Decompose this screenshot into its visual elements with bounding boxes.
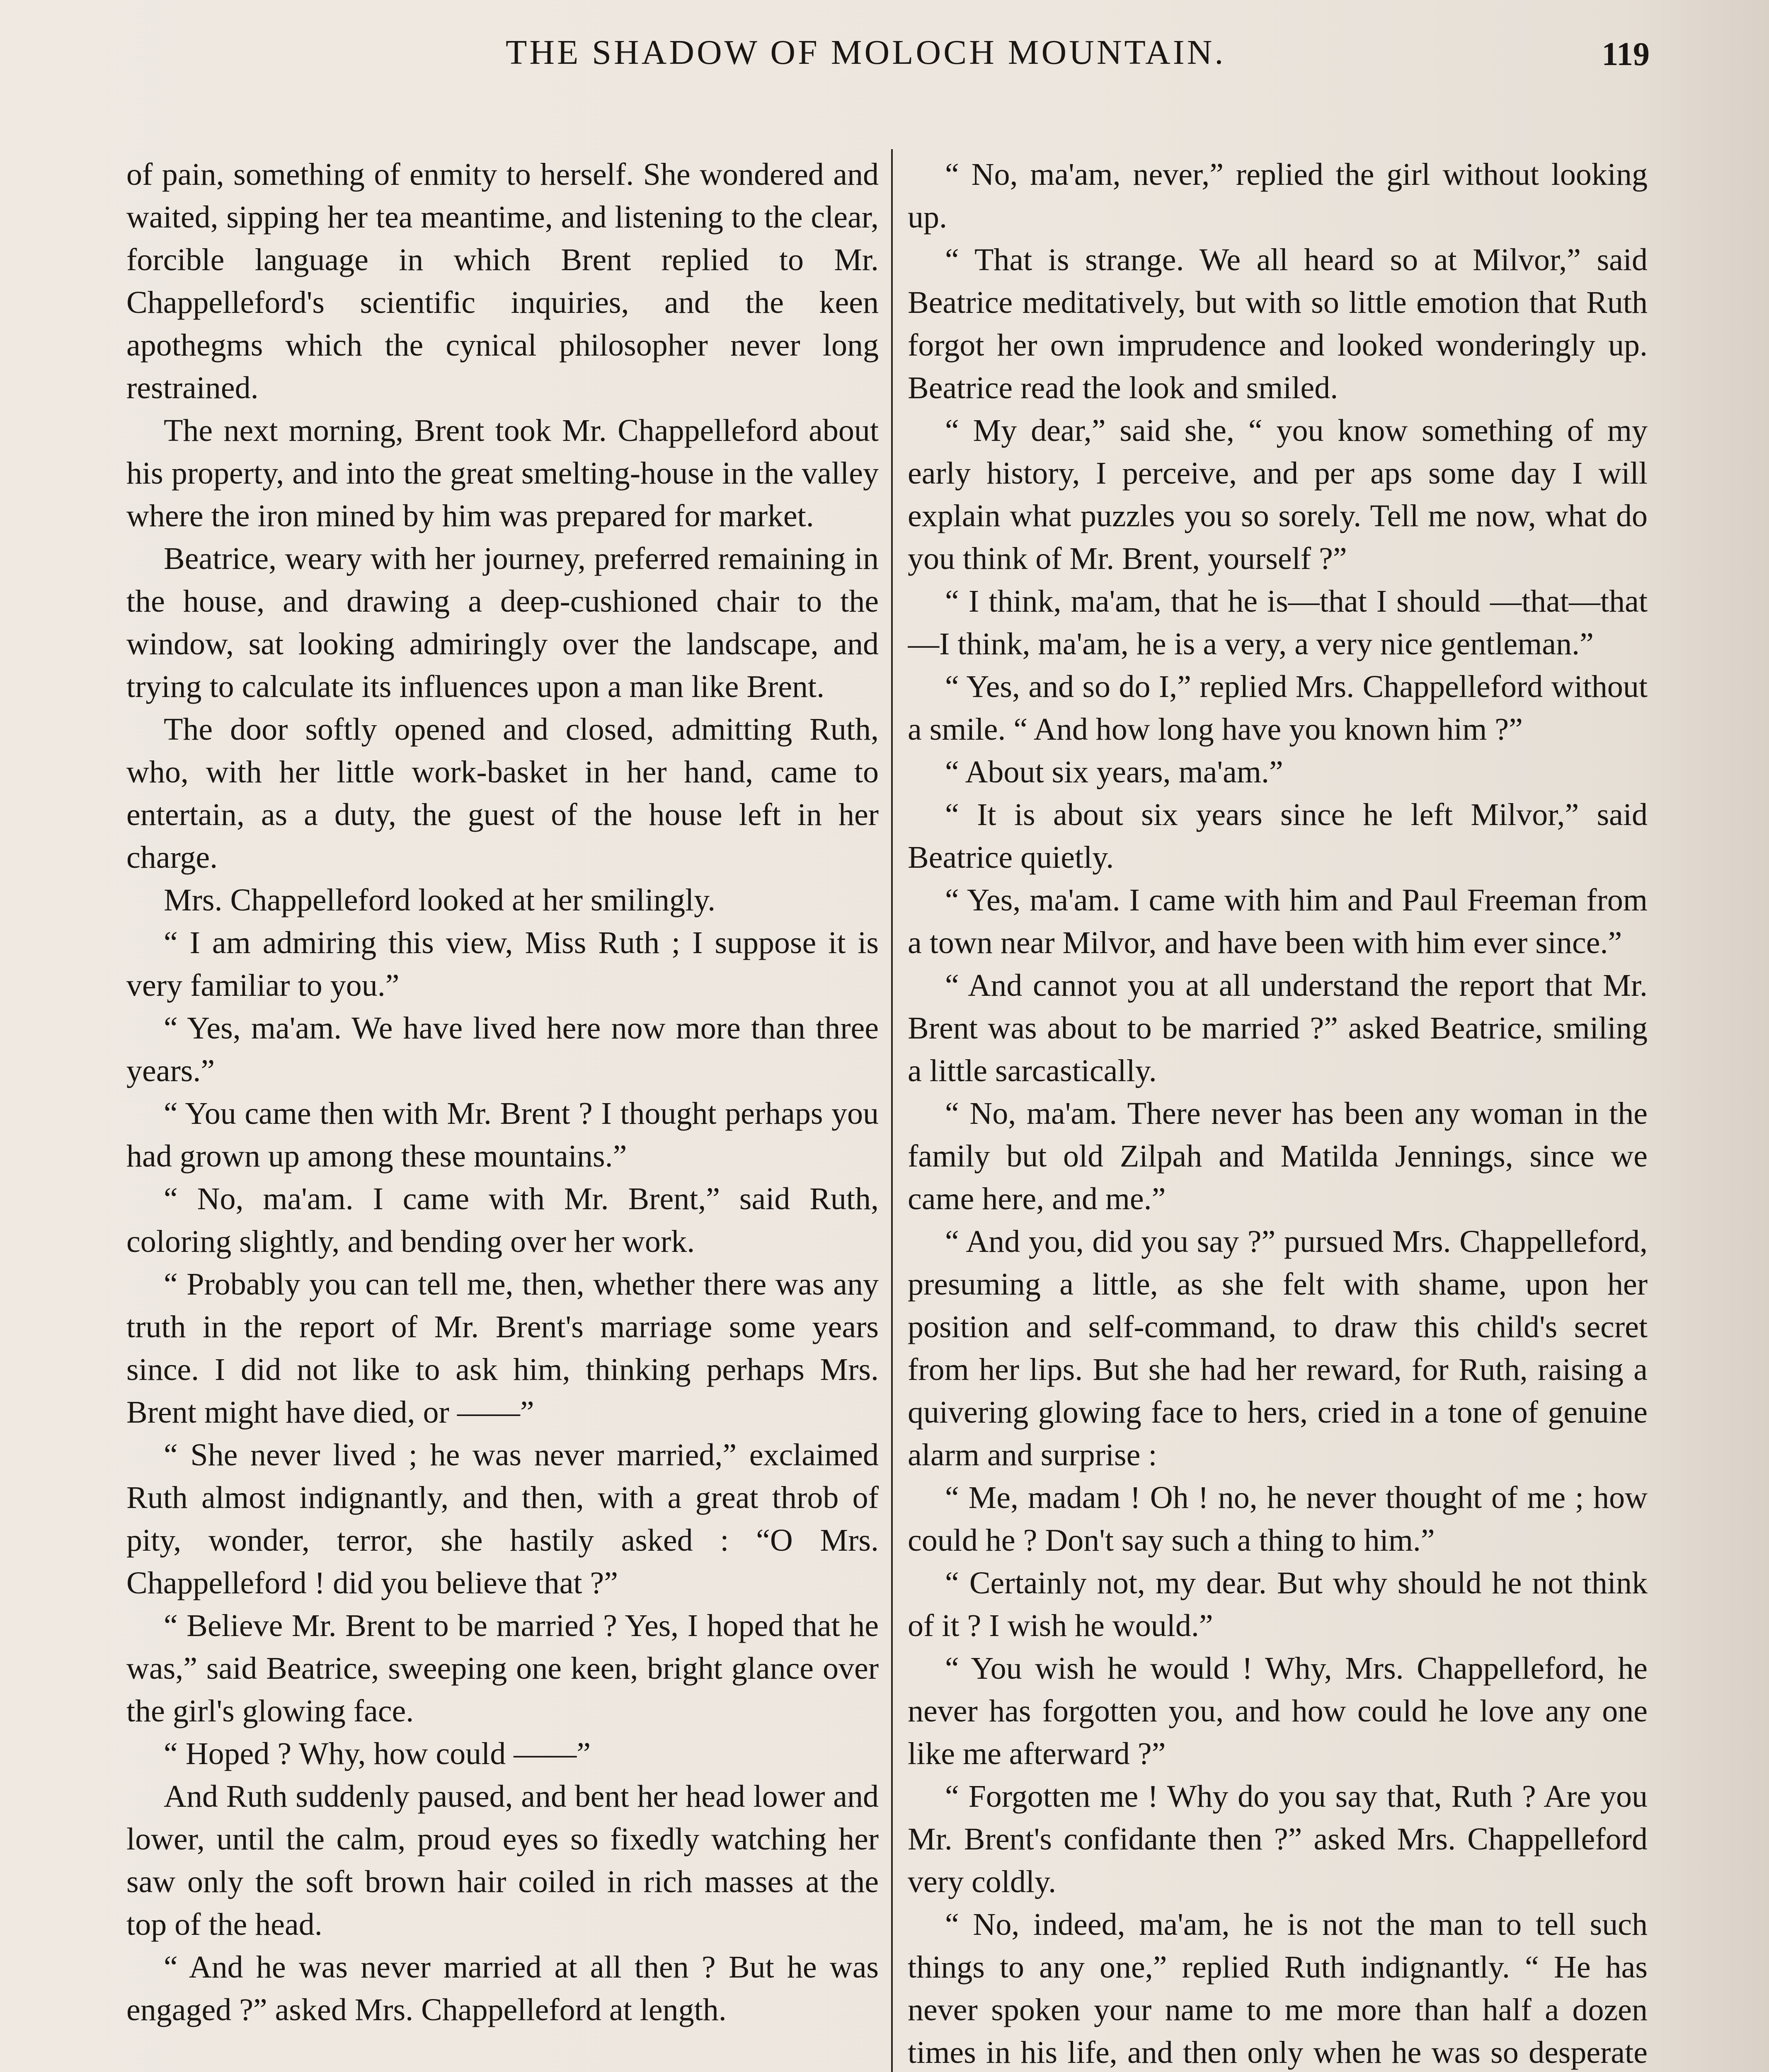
paragraph: “ Probably you can tell me, then, whether there was any truth in the report of Mr. Brent's marriage some years since. I did not like to ask him, thinking perhaps Mrs. Brent might have died, or ——” <box>126 1267 879 1430</box>
paragraph: “ No, ma'am, never,” replied the girl without looking up. <box>908 157 1648 235</box>
column-divider <box>891 149 893 2072</box>
paragraph: “ And you, did you say ?” pursued Mrs. Chappelleford, presuming a little, as she felt with shame, upon her position and self-command, to draw this child's secret from her lips. But she had her reward, for Ruth, raising a quivering glowing face to hers, cried in a tone of genuine alarm and surprise : <box>908 1224 1648 1472</box>
paragraph: “ My dear,” said she, “ you know something of my early history, I perceive, and per aps some day I will explain what puzzles you so sorely. Tell me now, what do you think of Mr. Brent, yourself ?” <box>908 413 1648 576</box>
paragraph: “ It is about six years since he left Milvor,” said Beatrice quietly. <box>908 797 1648 875</box>
left-column <box>126 153 879 2072</box>
paragraph: “ Yes, ma'am. We have lived here now more than three years.” <box>126 1011 879 1088</box>
paragraph: “ Believe Mr. Brent to be married ? Yes, I hoped that he was,” said Beatrice, sweeping one keen, bright glance over the girl's glowing face. <box>126 1608 879 1728</box>
paragraph: “ Yes, ma'am. I came with him and Paul Freeman from a town near Milvor, and have been with him ever since.” <box>908 883 1648 960</box>
paragraph: “ I think, ma'am, that he is—that I should —that—that—I think, ma'am, he is a very, a very nice gentleman.” <box>908 584 1648 661</box>
paragraph: of pain, something of enmity to herself. She wondered and waited, sipping her tea meantime, and listening to the clear, forcible language in which Brent replied to Mr. Chappelleford's scientific inquiries, and the keen apothegms which the cynical philosopher never long restrained. <box>126 157 879 405</box>
page-number: 119 <box>1602 36 1650 73</box>
paragraph: “ And he was never married at all then ? But he was engaged ?” asked Mrs. Chappelleford at length. <box>126 1950 879 2027</box>
paragraph: “ You came then with Mr. Brent ? I thought perhaps you had grown up among these mountains.” <box>126 1096 879 1174</box>
paragraph: “ No, indeed, ma'am, he is not the man to tell such things to any one,” replied Ruth indignantly. “ He has never spoken your name to me more than half a dozen times in his life, and then only when he was so desperate <box>908 1907 1648 2070</box>
paragraph: “ And cannot you at all understand the report that Mr. Brent was about to be married ?” asked Beatrice, smiling a little sarcastically. <box>908 968 1648 1088</box>
right-column <box>908 153 1648 2072</box>
paragraph: “ About six years, ma'am.” <box>945 755 1283 789</box>
paragraph: “ No, ma'am. There never has been any woman in the family but old Zilpah and Matilda Jennings, since we came here, and me.” <box>908 1096 1648 1216</box>
paragraph: Beatrice, weary with her journey, preferred remaining in the house, and drawing a deep-cushioned chair to the window, sat looking admiringly over the landscape, and trying to calculate its influences upon a man like Brent. <box>126 541 879 704</box>
paragraph: The door softly opened and closed, admitting Ruth, who, with her little work-basket in her hand, came to entertain, as a duty, the guest of the house left in her charge. <box>126 712 879 875</box>
paragraph: “ That is strange. We all heard so at Milvor,” said Beatrice meditatively, but with so little emotion that Ruth forgot her own imprudence and looked wonderingly up. Beatrice read the look and smiled. <box>908 242 1648 405</box>
running-head: THE SHADOW OF MOLOCH MOUNTAIN. <box>506 33 1226 72</box>
paragraph: “ Forgotten me ! Why do you say that, Ruth ? Are you Mr. Brent's confidante then ?” asked Mrs. Chappelleford very coldly. <box>908 1779 1648 1899</box>
paragraph: “ Certainly not, my dear. But why should he not think of it ? I wish he would.” <box>908 1566 1648 1643</box>
paragraph: “ Hoped ? Why, how could ——” <box>164 1736 591 1771</box>
paragraph: And Ruth suddenly paused, and bent her head lower and lower, until the calm, proud eyes so fixedly watching her saw only the soft brown hair coiled in rich masses at the top of the head. <box>126 1779 879 1942</box>
paragraph: “ Yes, and so do I,” replied Mrs. Chappelleford without a smile. “ And how long have you known him ?” <box>908 669 1648 747</box>
paragraph: “ She never lived ; he was never married,” exclaimed Ruth almost indignantly, and then, with a great throb of pity, wonder, terror, she hastily asked : “O Mrs. Chappelleford ! did you believe that ?” <box>126 1438 879 1600</box>
paragraph: “ I am admiring this view, Miss Ruth ; I suppose it is very familiar to you.” <box>126 925 879 1003</box>
paragraph: Mrs. Chappelleford looked at her smilingly. <box>164 883 716 917</box>
paragraph: “ No, ma'am. I came with Mr. Brent,” said Ruth, coloring slightly, and bending over her work. <box>126 1181 879 1259</box>
paragraph: The next morning, Brent took Mr. Chappelleford about his property, and into the great smelting-house in the valley where the iron mined by him was prepared for market. <box>126 413 879 533</box>
page-header <box>124 32 1650 94</box>
paragraph: “ You wish he would ! Why, Mrs. Chappelleford, he never has forgotten you, and how could he love any one like me afterward ?” <box>908 1651 1648 1771</box>
paragraph: “ Me, madam ! Oh ! no, he never thought of me ; how could he ? Don't say such a thing to him.” <box>908 1480 1648 1558</box>
